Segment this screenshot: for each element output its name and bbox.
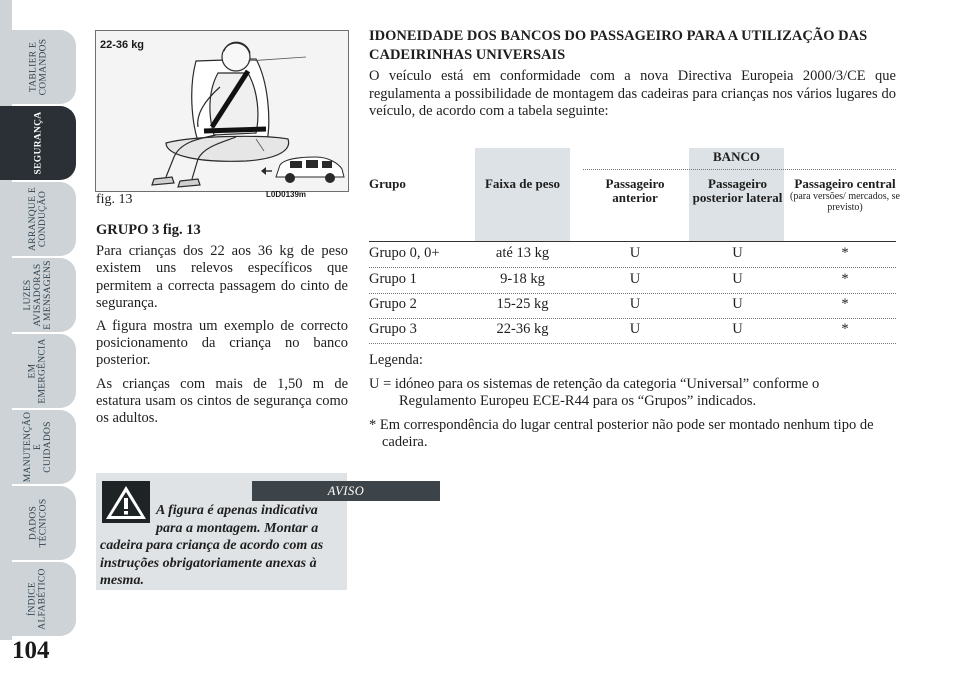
child-seat-illustration (96, 31, 348, 191)
tab-label: DADOS TÉCNICOS (27, 498, 48, 548)
tab-luzes-avisadoras[interactable] (0, 258, 76, 332)
tab-label: ARRANQUE E CONDUÇÃO (28, 187, 48, 251)
cell-anterior: U (629, 321, 641, 337)
warning-text-body (156, 490, 344, 500)
cell-faixa: até 13 kg (495, 245, 550, 261)
cell-anterior: U (629, 271, 641, 287)
tab-seguranca[interactable] (0, 106, 76, 180)
tab-indice-alfabetico[interactable] (0, 562, 76, 636)
row-divider (369, 293, 896, 294)
section-heading: GRUPO 3 fig. 13 (96, 222, 201, 238)
warning-heading: AVISO (252, 481, 440, 501)
cell-central: * (841, 245, 849, 261)
table-header-central-note: (para versões/ mercados, se previsto) (790, 191, 900, 213)
cell-grupo: Grupo 2 (369, 296, 417, 312)
figure-weight-badge: 22-36 kg (100, 39, 145, 51)
paragraph: A figura mostra um exemplo de correcto posicionamento da criança no banco posterior. (96, 318, 348, 369)
legend-u: U = idóneo para os sistemas de retenção da categoria “Universal” conforme o Regulamento Europeu ECE-R44 para os “Grupos” indicados. (369, 375, 820, 409)
tab-label: EM EMERGÊNCIA (28, 338, 48, 404)
table-band-faixa (475, 148, 570, 242)
cell-central: * (841, 321, 849, 337)
tab-label: MANUTENÇÃO E CUIDADOS (23, 411, 53, 483)
header-divider (583, 169, 896, 170)
cell-lateral: U (732, 296, 743, 312)
cell-lateral: U (732, 321, 743, 337)
table-top-rule (369, 241, 896, 242)
figure-caption: fig. 13 (96, 192, 133, 207)
cell-grupo: Grupo 3 (369, 321, 417, 337)
cell-grupo: Grupo 0, 0+ (369, 245, 440, 261)
legend-star: * Em correspondência do lugar central posterior não pode ser montado nenhum tipo de cadeira. (369, 416, 874, 450)
tab-label: ÍNDICE ALFABÉTICO (28, 568, 48, 630)
cell-anterior: U (629, 245, 641, 261)
table-header-grupo: Grupo (369, 176, 406, 191)
section-title: IDONEIDADE DOS BANCOS DO PASSAGEIRO PARA A UTILIZAÇÃO DAS CADEIRINHAS UNIVERSAIS (369, 28, 868, 63)
cell-anterior: U (629, 296, 641, 312)
row-divider (369, 318, 896, 319)
intro-paragraph: O veículo está em conformidade com a nova Directiva Europeia 2000/3/CE que regulamenta a possibilidade de montagem das cadeiras para crianças nos vários lugares do veículo, de acordo com a tabela seguinte: (369, 68, 896, 119)
figure-code: L0D0139m (266, 190, 307, 199)
cell-faixa: 22-36 kg (496, 321, 549, 337)
cell-faixa: 9-18 kg (500, 271, 545, 287)
cell-lateral: U (732, 245, 743, 261)
legend-title: Legenda: (369, 352, 423, 368)
table-header-central-label: Passageiro central (794, 176, 896, 191)
figure-child-seat (95, 30, 349, 192)
legend (369, 352, 899, 458)
paragraph: Para crianças dos 22 aos 36 kg de peso existem uns relevos específicos que permitem a correcta passagem do cinto de segurança. (96, 243, 348, 311)
tab-arranque-conducao[interactable] (0, 182, 76, 256)
table-header-anterior: Passageiro anterior (605, 176, 665, 205)
tab-em-emergencia[interactable] (0, 334, 76, 408)
warning-message-text: A figura é apenas indicativa para a montagem. Montar a cadeira para criança de acordo com as instruções obrigatoriamente anexas à mesma. (100, 503, 324, 588)
table-header-faixa: Faixa de peso (484, 176, 561, 191)
row-divider (369, 267, 896, 268)
paragraph: As crianças com mais de 1,50 m de estatura usam os cintos de segurança como os adultos. (96, 375, 348, 427)
tab-label: LUZES AVISADORAS E MENSAGENS (22, 260, 53, 330)
table-header-lateral: Passageiro posterior lateral (692, 176, 783, 205)
tab-dados-tecnicos[interactable] (0, 486, 76, 560)
cell-grupo: Grupo 1 (369, 271, 417, 287)
left-column (96, 222, 348, 433)
cell-central: * (841, 296, 849, 312)
table-header-banco: BANCO (713, 149, 760, 164)
tab-tablier-comandos[interactable] (0, 30, 76, 104)
page-number: 104 (12, 637, 50, 664)
row-divider (369, 343, 896, 344)
table-header-central (790, 177, 900, 213)
warning-message (100, 502, 344, 590)
tab-label: TABLIER E COMANDOS (28, 38, 48, 96)
cell-faixa: 15-25 kg (496, 296, 549, 312)
tab-manutencao-cuidados[interactable] (0, 410, 76, 484)
cell-central: * (841, 271, 849, 287)
cell-lateral: U (732, 271, 743, 287)
tab-label: SEGURANÇA (33, 111, 43, 175)
